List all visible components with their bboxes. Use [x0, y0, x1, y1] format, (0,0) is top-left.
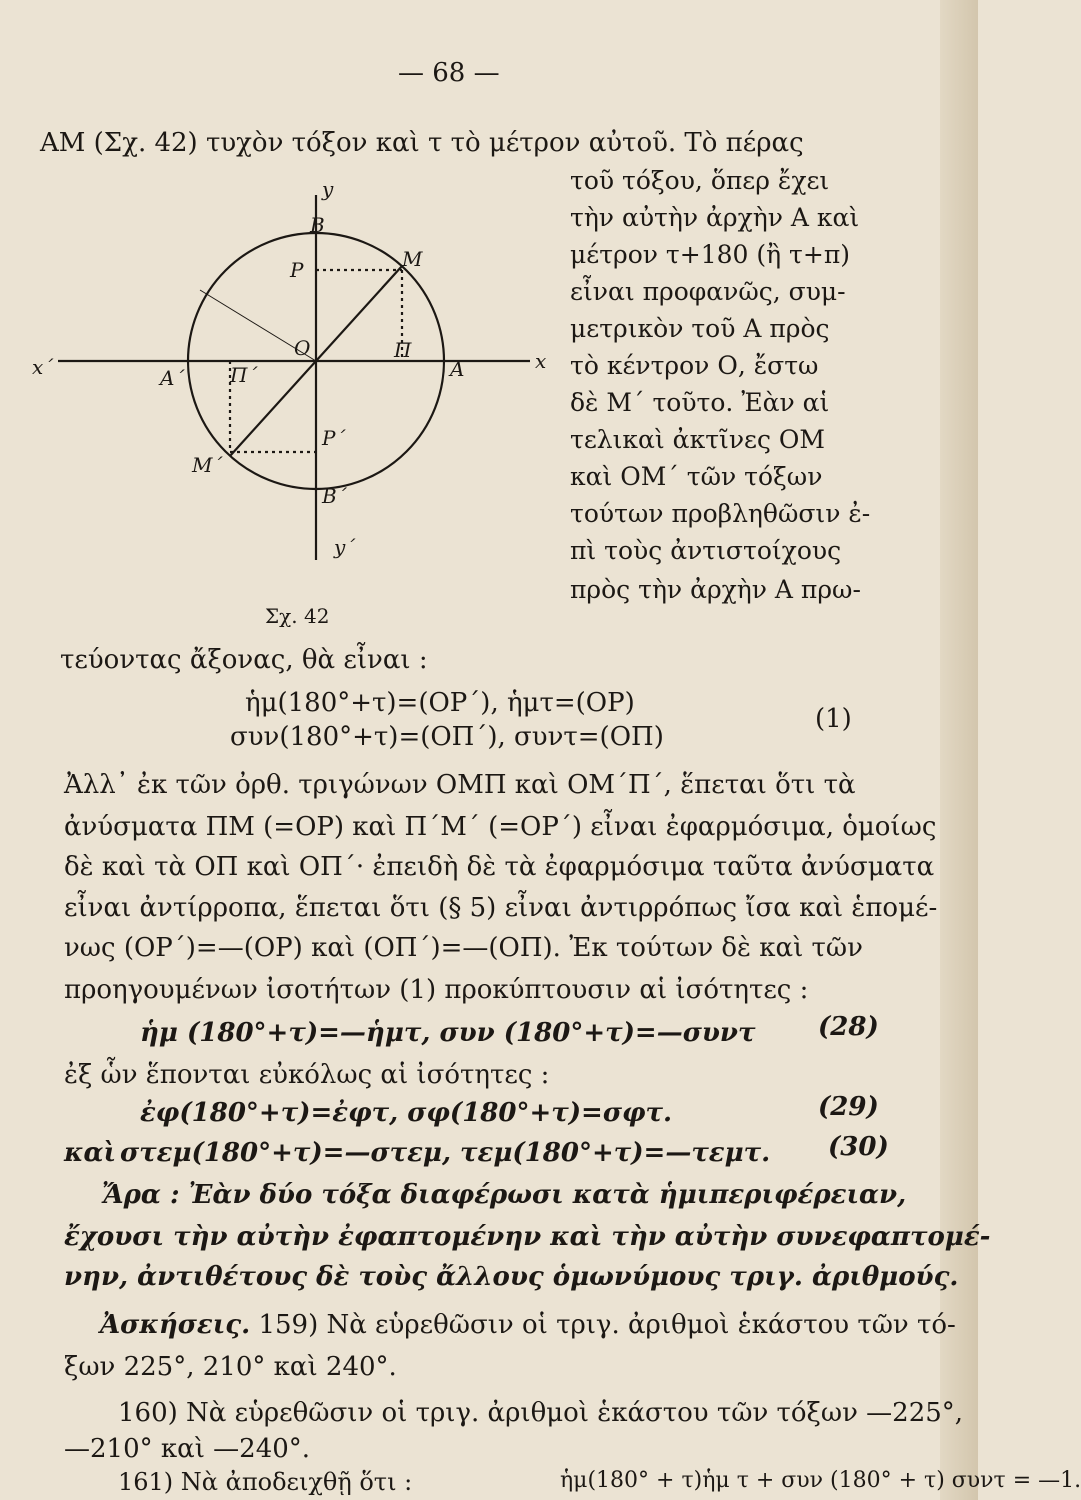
follow-line: ἐξ ὧν ἕπονται εὐκόλως αἱ ἰσότητες :	[64, 1060, 550, 1090]
equation-number-29: (29)	[818, 1092, 879, 1122]
right-col-line: καὶ ΟΜ΄ τῶν τόξων	[570, 462, 823, 491]
figure-42	[30, 170, 570, 660]
conclusion-line: Ἄρα : Ἐὰν δύο τόξα διαφέρωσι κατὰ ἡμιπεριφέρειαν,	[102, 1180, 907, 1210]
label-p-prime: P΄	[322, 426, 346, 450]
page-number: — 68 —	[398, 58, 500, 88]
label-x: x	[535, 349, 547, 373]
right-col-line: εἶναι προφανῶς, συμ-	[570, 277, 846, 306]
right-col-line: πὶ τοὺς ἀντιστοίχους	[570, 536, 842, 565]
label-x-prime: x΄	[32, 355, 54, 379]
exercise-159-text: 159) Νὰ εὑρεθῶσιν οἱ τριγ. ἀριθμοὶ ἑκάστου τῶν τό-	[258, 1310, 956, 1340]
label-m: M	[402, 247, 423, 271]
right-col-line: τὸ κέντρον Ο, ἔστω	[570, 351, 819, 380]
right-col-line: δὲ Μ΄ τοῦτο. Ἐὰν αἱ	[570, 388, 830, 417]
right-col-line: τελικαὶ ἀκτῖνες ΟΜ	[570, 425, 826, 454]
formula-30: στεμ(180°+τ)=—στεμ, τεμ(180°+τ)=—τεμτ.	[120, 1138, 771, 1168]
equation-number-1: (1)	[815, 704, 852, 734]
label-a-prime: A΄	[160, 366, 185, 390]
label-y: y	[322, 177, 334, 201]
body-line: νως (ΟΡ΄)=—(ΟΡ) καὶ (ΟΠ΄)=—(ΟΠ). Ἐκ τούτων δὲ καὶ τῶν	[64, 933, 863, 963]
formula-1b: συν(180°+τ)=(ΟΠ΄), συντ=(ΟΠ)	[230, 722, 664, 752]
label-b: B	[310, 213, 325, 237]
label-b-prime: B΄	[322, 484, 347, 508]
conclusion-line: νην, ἀντιθέτους δὲ τοὺς ἄλλους ὁμωνύμους τριγ. ἀριθμούς.	[64, 1262, 959, 1292]
equation-number-30: (30)	[828, 1132, 889, 1162]
exercise-160-line1: 160) Νὰ εὑρεθῶσιν οἱ τριγ. ἀριθμοὶ ἑκάστου τῶν τόξων —225°,	[118, 1398, 964, 1428]
right-col-line: μετρικὸν τοῦ Α πρὸς	[570, 314, 830, 343]
body-line: εἶναι ἀντίρροπα, ἕπεται ὅτι (§ 5) εἶναι ἀντιρρόπως ἴσα καὶ ἑπομέ-	[64, 893, 938, 923]
conclusion-line: ἔχουσι τὴν αὐτὴν ἐφαπτομένην καὶ τὴν αὐτὴν συνεφαπτομέ-	[64, 1222, 991, 1252]
exercise-161-formula: ἡμ(180° + τ)ἡμ τ + συν (180° + τ) συντ = —1.	[560, 1468, 1081, 1493]
label-pi-prime: Π΄	[230, 363, 258, 387]
figure-caption: Σχ. 42	[265, 604, 330, 628]
formula-29: ἐφ(180°+τ)=ἐφτ, σφ(180°+τ)=σφτ.	[140, 1098, 673, 1128]
body-line: προηγουμένων ἰσοτήτων (1) προκύπτουσιν αἱ ἰσότητες :	[64, 975, 809, 1005]
exercises-title: Ἀσκήσεις.	[100, 1310, 251, 1340]
label-p: P	[290, 258, 304, 282]
label-m-prime: M΄	[192, 453, 223, 477]
exercise-159-line2: ξων 225°, 210° καὶ 240°.	[64, 1352, 397, 1382]
exercise-159-line1	[100, 1310, 956, 1340]
formula-1a: ἡμ(180°+τ)=(ΟΡ΄), ἡμτ=(ΟΡ)	[245, 688, 635, 718]
right-col-line: τοῦ τόξου, ὅπερ ἔχει	[570, 166, 830, 195]
intro-line: ΑΜ (Σχ. 42) τυχὸν τόξον καὶ τ τὸ μέτρον αὐτοῦ. Τὸ πέρας	[40, 128, 804, 158]
right-col-line: μέτρον τ+180 (ἢ τ+π)	[570, 240, 851, 269]
exercise-160-line2: —210° καὶ —240°.	[64, 1434, 311, 1464]
label-pi: Π	[394, 338, 412, 362]
label-o: O	[294, 336, 311, 360]
after-figure-line: τεύοντας ἄξονας, θὰ εἶναι :	[60, 645, 428, 675]
equation-number-28: (28)	[818, 1012, 879, 1042]
right-col-line: τὴν αὐτὴν ἀρχὴν Α καὶ	[570, 203, 860, 232]
label-y-prime: y΄	[334, 535, 356, 559]
body-line: δὲ καὶ τὰ ΟΠ καὶ ΟΠ΄· ἐπειδὴ δὲ τὰ ἐφαρμόσιμα ταῦτα ἀνύσματα	[64, 852, 935, 882]
body-line: ἀνύσματα ΠΜ (=ΟΡ) καὶ Π΄Μ΄ (=ΟΡ΄) εἶναι ἐφαρμόσιμα, ὁμοίως	[64, 812, 937, 842]
right-col-line: πρὸς τὴν ἀρχὴν Α πρω-	[570, 575, 861, 604]
exercise-161-line1: 161) Νὰ ἀποδειχθῇ ὅτι :	[118, 1468, 413, 1496]
formula-28: ἡμ (180°+τ)=—ἡμτ, συν (180°+τ)=—συντ	[140, 1018, 756, 1048]
right-col-line: τούτων προβληθῶσιν ἐ-	[570, 499, 871, 528]
formula-30-prefix: καὶ	[64, 1138, 117, 1168]
label-a: A	[450, 357, 465, 381]
body-line: Ἀλλ᾽ ἐκ τῶν ὀρθ. τριγώνων ΟΜΠ καὶ ΟΜ΄Π΄, ἕπεται ὅτι τὰ	[64, 770, 856, 800]
